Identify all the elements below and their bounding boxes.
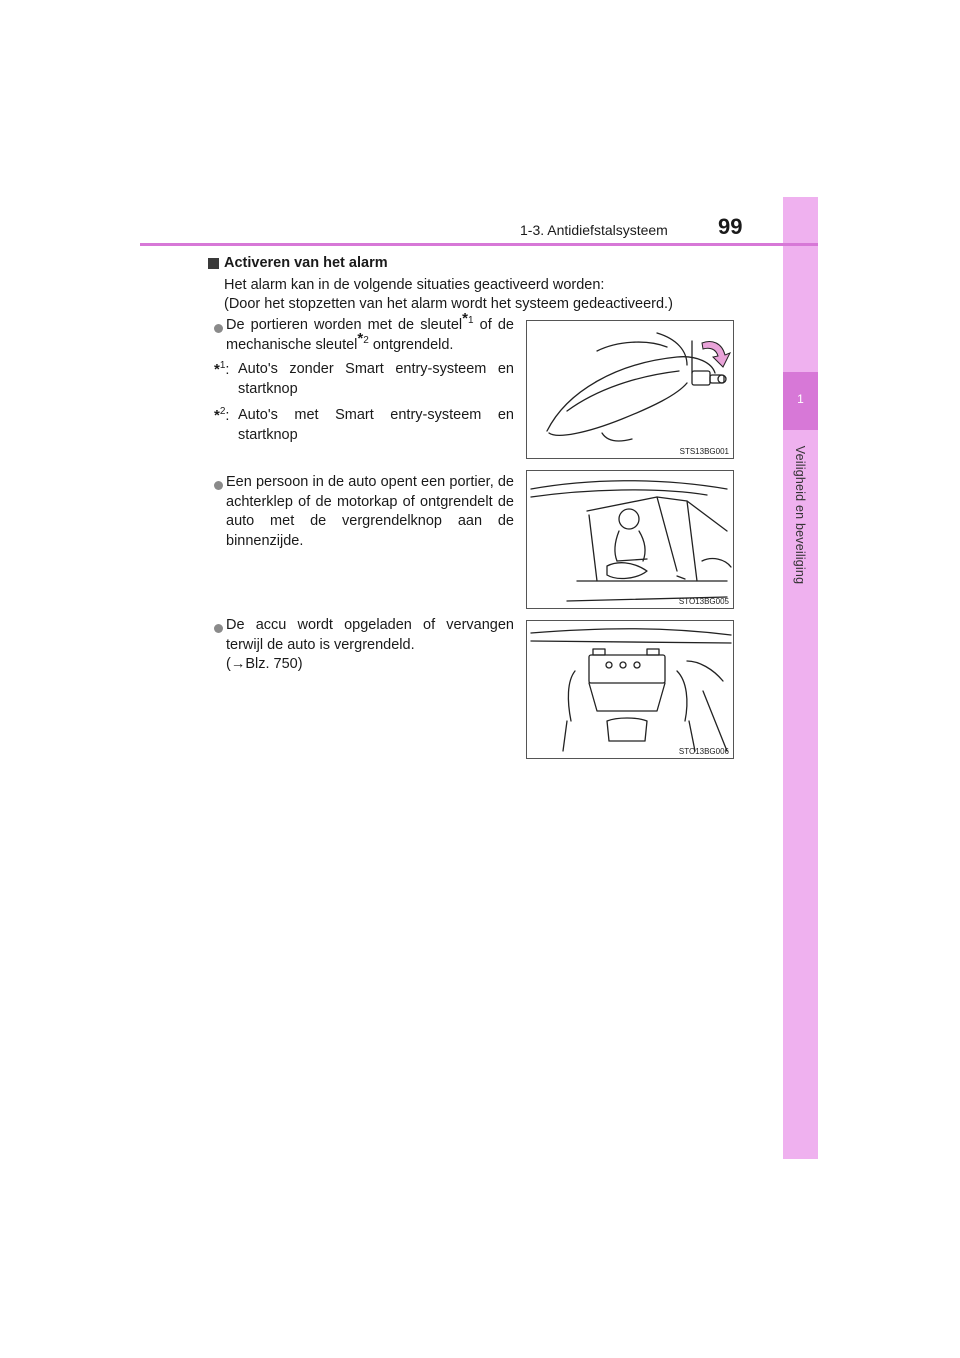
heading-square-icon	[208, 258, 219, 269]
chapter-label: Veiligheid en beveiliging	[793, 445, 807, 585]
figure-code: STO13BG006	[678, 747, 729, 756]
bullet-icon	[214, 624, 223, 633]
arrow-right-icon: →	[230, 656, 246, 672]
figure-battery-replacement	[526, 620, 734, 759]
section-title: 1-3. Antidiefstalsysteem	[520, 222, 668, 238]
bullet-icon	[214, 324, 223, 333]
chapter-number: 1	[797, 392, 804, 406]
list-item-1: De portieren worden met de sleutel$^{*1}$ of de mechanische sleutel$^{*2}$ ontgrendeld.	[226, 310, 514, 353]
figure-code: STS13BG001	[679, 447, 729, 456]
header-rule	[140, 243, 818, 246]
door-handle-illustration	[527, 321, 733, 458]
list-item-3: De accu wordt opgeladen of vervangen terwijl de auto is vergrendeld. (→Blz. 750)	[226, 617, 514, 672]
bullet-icon	[214, 481, 223, 490]
battery-illustration	[527, 621, 733, 758]
chapter-tab-bar	[783, 197, 818, 1159]
page-number: 99	[718, 214, 743, 239]
footnote-1: *$^1$: Auto's zonder Smart entry-systeem en startknop	[214, 360, 514, 397]
figure-code: STO13BG005	[678, 597, 729, 606]
page-reference: Blz. 750)	[245, 656, 303, 672]
footnote-2: *$^2$: Auto's met Smart entry-systeem en startknop	[214, 406, 514, 443]
asterisk-mark: *	[357, 329, 364, 347]
list-item-2: Een persoon in de auto opent een portier, de achterklep of de motorkap of ontgrendelt de auto met de vergrendelknop aan de binnenzijde.	[226, 474, 514, 549]
section-heading: Activeren van het alarm	[224, 255, 388, 271]
figure-door-handle-key	[526, 320, 734, 459]
asterisk-mark: *	[462, 310, 468, 328]
intro-line-2: (Door het stopzetten van het alarm wordt het systeem gedeactiveerd.)	[224, 296, 673, 312]
car-door-illustration	[527, 471, 733, 608]
intro-line-1: Het alarm kan in de volgende situaties geactiveerd worden:	[224, 277, 605, 293]
figure-person-opening-door	[526, 470, 734, 609]
